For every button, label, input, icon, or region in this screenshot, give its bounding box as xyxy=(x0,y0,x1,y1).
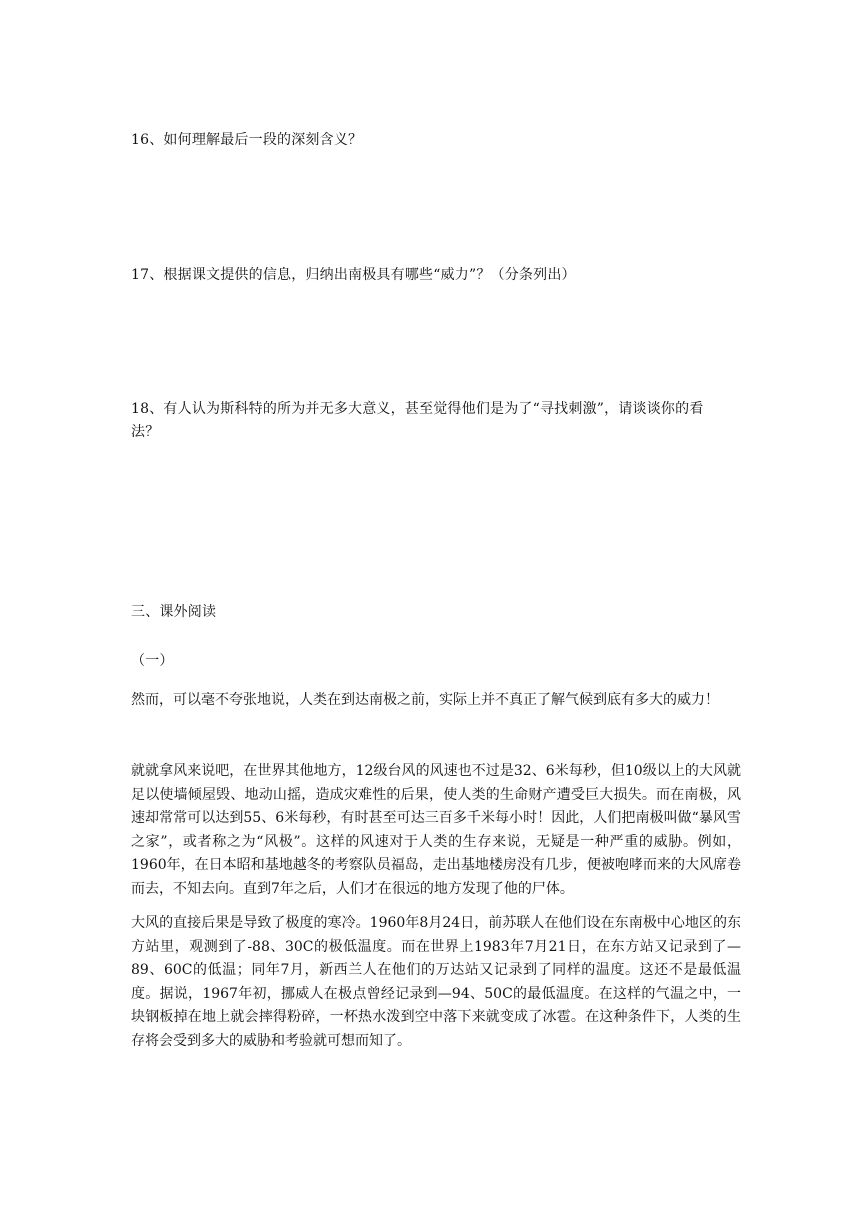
section-title: 三、课外阅读 xyxy=(131,604,217,620)
reading-paragraph-3: 大风的直接后果是导致了极度的寒冷。1960年8月24日，前苏联人在他们设在东南极中心地区的东方站里，观测到了-88、30C的极低温度。而在世界上1983年7月21日，在东方站又记录到了—89、60C的低温；同年7月，新西兰人在他们的万达站又记录到了同样的温度。这还不是最低温度。据说，1967年初，挪威人在极点曾经记录到—94、50C的最低温度。在这样的气温之中，一块钢板掉在地上就会摔得粉碎，一杯热水泼到空中落下来就变成了冰雹。在这种条件下，人类的生存将会受到多大的威胁和考验就可想而知了。 xyxy=(131,915,741,1049)
question-17: 17、根据课文提供的信息，归纳出南极具有哪些“威力”？（分条列出） xyxy=(131,267,576,283)
question-18: 18、有人认为斯科特的所为并无多大意义，甚至觉得他们是为了“寻找刺激”，请谈谈你的看法？ xyxy=(131,401,704,440)
subsection-title: （一） xyxy=(131,653,174,669)
question-16: 16、如何理解最后一段的深刻含义？ xyxy=(131,132,363,148)
reading-paragraph-1: 然而，可以毫不夸张地说，人类在到达南极之前，实际上并不真正了解气候到底有多大的威力！ xyxy=(131,692,719,708)
reading-paragraph-2: 就就拿风来说吧，在世界其他地方，12级台风的风速也不过是32、6米每秒，但10级以上的大风就足以使墙倾屋毁、地动山摇，造成灾难性的后果，使人类的生命财产遭受巨大损失。而在南极，风速却常常可以达到55、6米每秒，有时甚至可达三百多千米每小时！因此，人们把南极叫做“暴风雪之家”，或者称之为“风极”。这样的风速对于人类的生存来说，无疑是一种严重的威胁。例如，1960年，在日本昭和基地越冬的考察队员福岛，走出基地楼房没有几步，便被咆哮而来的大风席卷而去，不知去向。直到7年之后，人们才在很远的地方发现了他的尸体。 xyxy=(131,763,741,897)
